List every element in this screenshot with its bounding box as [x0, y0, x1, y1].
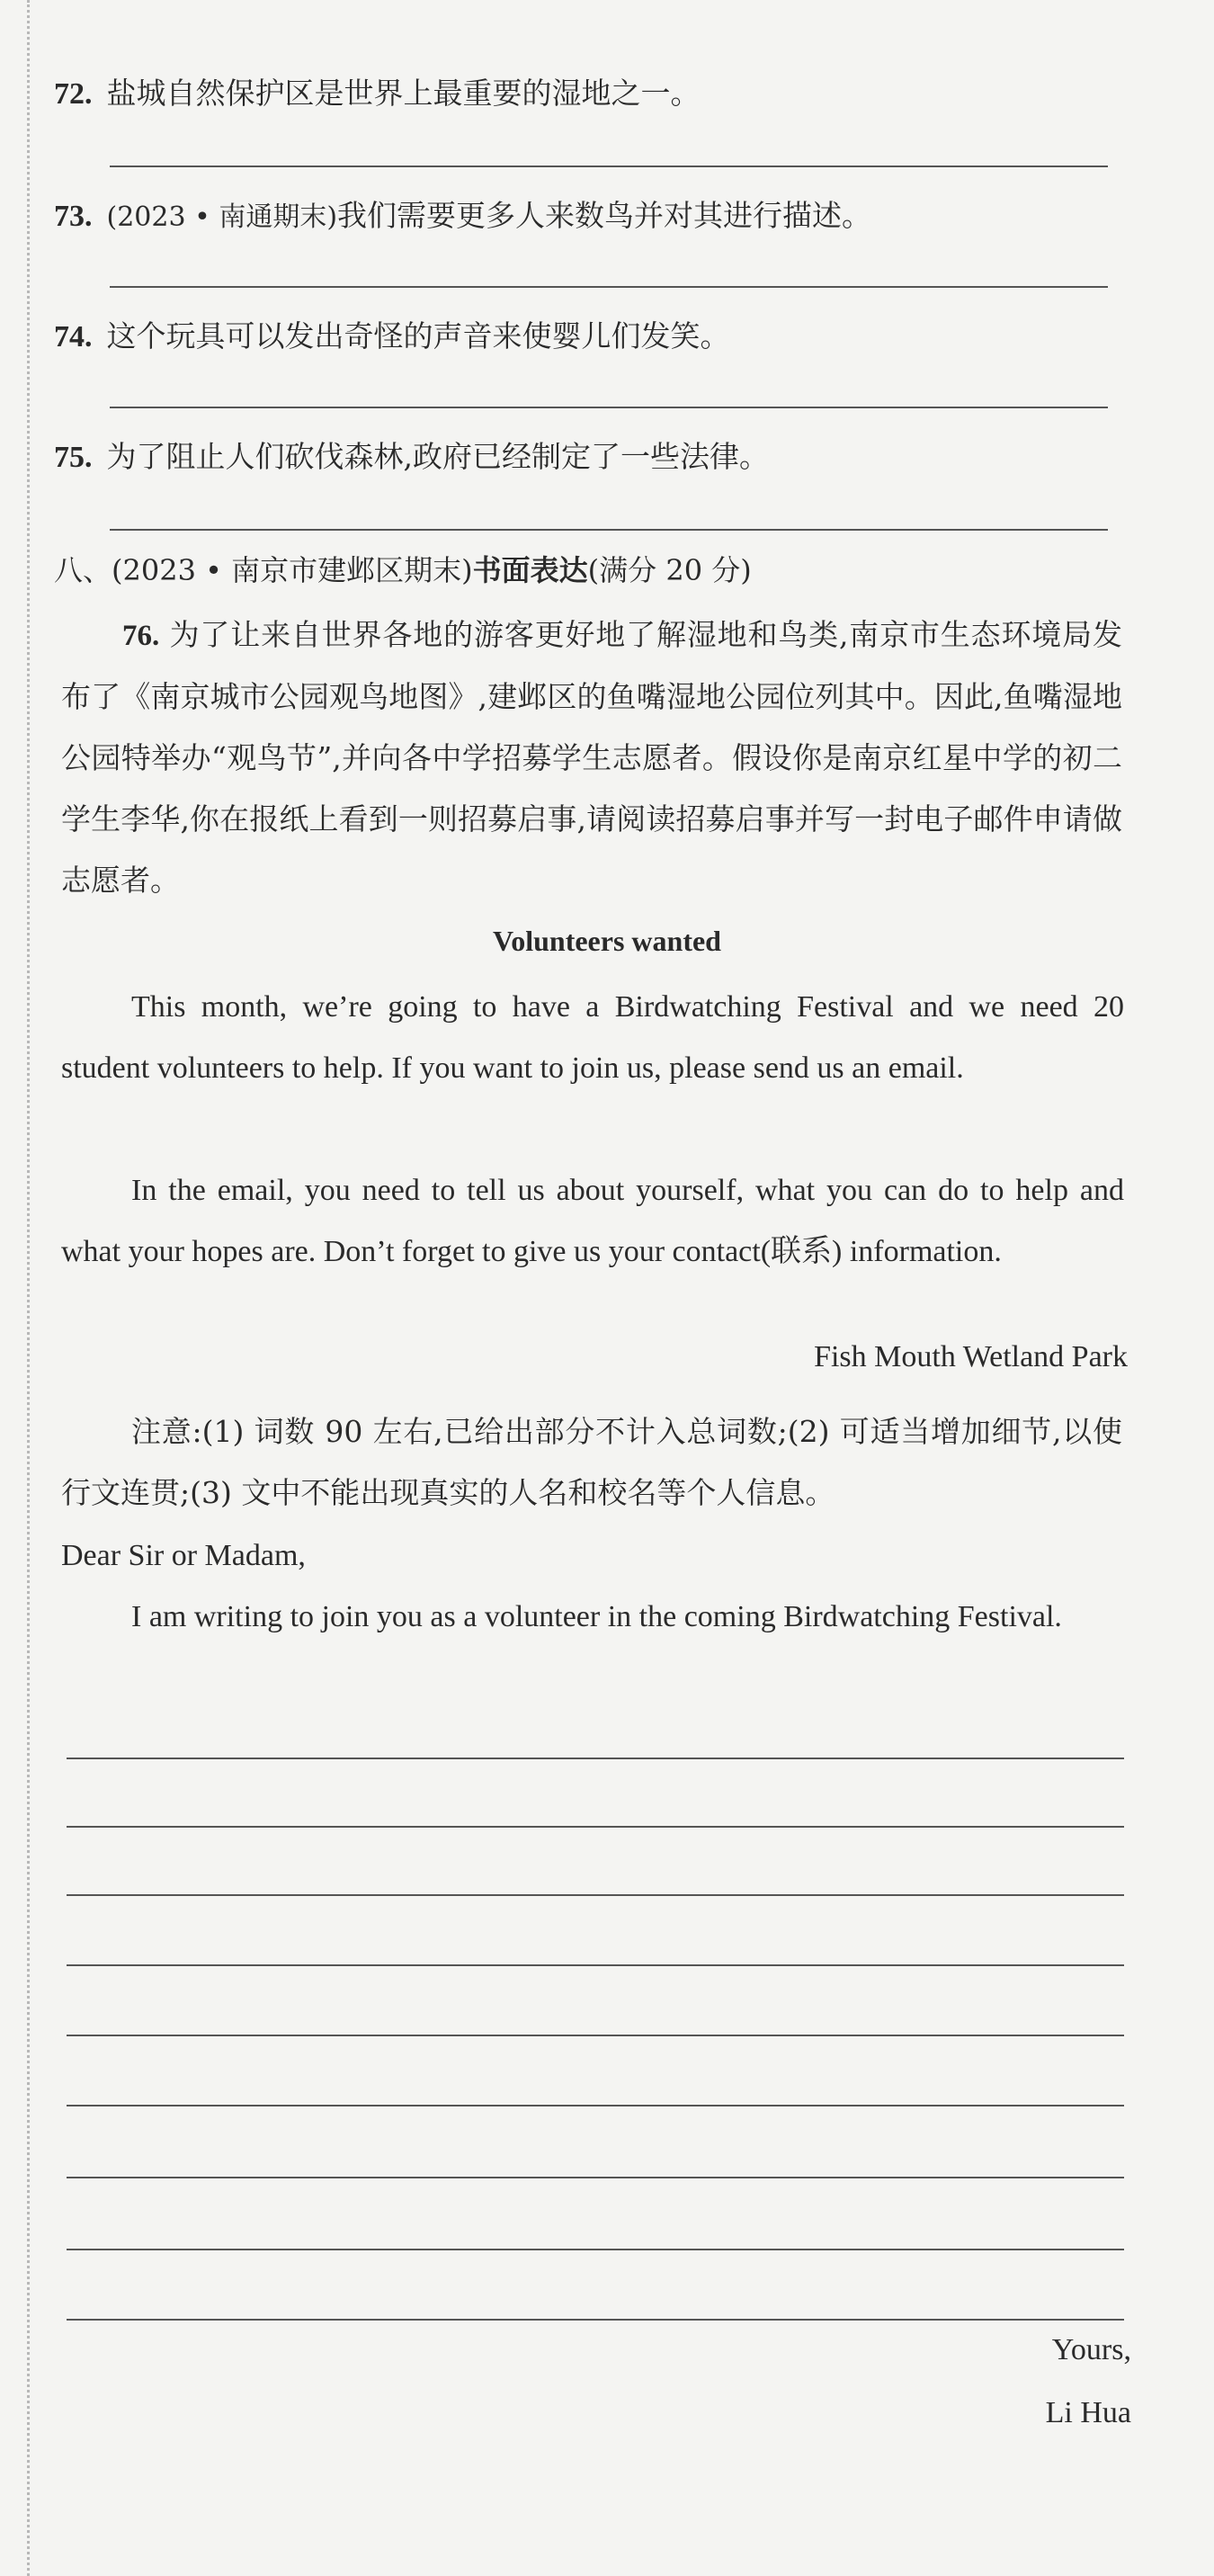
- writing-line[interactable]: [67, 1758, 1124, 1759]
- binding-margin: [27, 0, 30, 2576]
- question-number: 73.: [54, 200, 93, 233]
- answer-line-75[interactable]: [110, 529, 1108, 531]
- notice-title: Volunteers wanted: [493, 925, 721, 957]
- section-title: 书面表达: [472, 553, 588, 587]
- answer-line-74[interactable]: [110, 407, 1108, 408]
- section-heading: [54, 550, 752, 590]
- task-prompt: [61, 604, 1122, 911]
- question-source: (2023 • 南通期末): [106, 201, 338, 233]
- section-score: (满分 20 分): [587, 553, 752, 587]
- question-75: [54, 437, 769, 478]
- question-text: 盐城自然保护区是世界上最重要的湿地之一。: [106, 76, 701, 111]
- writing-line[interactable]: [67, 2249, 1124, 2250]
- writing-line[interactable]: [67, 2105, 1124, 2106]
- letter-closing: Yours,: [1051, 2333, 1131, 2366]
- writing-line[interactable]: [67, 2319, 1124, 2321]
- section-prefix: 八、: [54, 553, 112, 587]
- letter-opening: I am writing to join you as a volunteer in the coming Birdwatching Festival.: [131, 1600, 1062, 1633]
- question-74: [54, 317, 730, 357]
- writing-notes: 注意:(1) 词数 90 左右,已给出部分不计入总词数;(2) 可适当增加细节,以使行文连贯;(3) 文中不能出现真实的人名和校名等个人信息。: [61, 1414, 1122, 1510]
- question-number: 74.: [54, 320, 93, 353]
- answer-line-72[interactable]: [110, 165, 1108, 167]
- notice-paragraph-1: This month, we’re going to have a Birdwatching Festival and we need 20 student volunteers to help. If you want to join us, please send us an email.: [61, 990, 1124, 1085]
- question-text: 为了阻止人们砍伐森林,政府已经制定了一些法律。: [106, 439, 769, 474]
- letter-signature: Li Hua: [1045, 2396, 1131, 2429]
- writing-line[interactable]: [67, 1964, 1124, 1966]
- question-73: [54, 196, 871, 237]
- writing-line[interactable]: [67, 1894, 1124, 1896]
- task-number: 76.: [122, 620, 160, 652]
- task-text: 为了让来自世界各地的游客更好地了解湿地和鸟类,南京市生态环境局发布了《南京城市公园观鸟地图》,建邺区的鱼嘴湿地公园位列其中。因此,鱼嘴湿地公园特举办“观鸟节”,并向各中学招募学生志愿者。假设你是南京红星中学的初二学生李华,你在报纸上看到一则招募启事,请阅读招募启事并写一封电子邮件申请做志愿者。: [61, 617, 1122, 898]
- question-number: 75.: [54, 441, 93, 474]
- question-number: 72.: [54, 77, 93, 111]
- section-source: (2023 • 南京市建邺区期末): [112, 553, 473, 587]
- notice-signature: Fish Mouth Wetland Park: [814, 1340, 1128, 1373]
- notice-paragraph-2: In the email, you need to tell us about yourself, what you can do to help and what your hopes are. Don’t forget to give us your contact(联系) information.: [61, 1174, 1124, 1268]
- writing-line[interactable]: [67, 1826, 1124, 1828]
- letter-greeting: Dear Sir or Madam,: [61, 1539, 306, 1572]
- question-text: 我们需要更多人来数鸟并对其进行描述。: [337, 198, 872, 233]
- question-text: 这个玩具可以发出奇怪的声音来使婴儿们发笑。: [106, 318, 730, 353]
- question-72: [54, 74, 701, 114]
- writing-line[interactable]: [67, 2035, 1124, 2036]
- writing-line[interactable]: [67, 2177, 1124, 2178]
- answer-line-73[interactable]: [110, 286, 1108, 288]
